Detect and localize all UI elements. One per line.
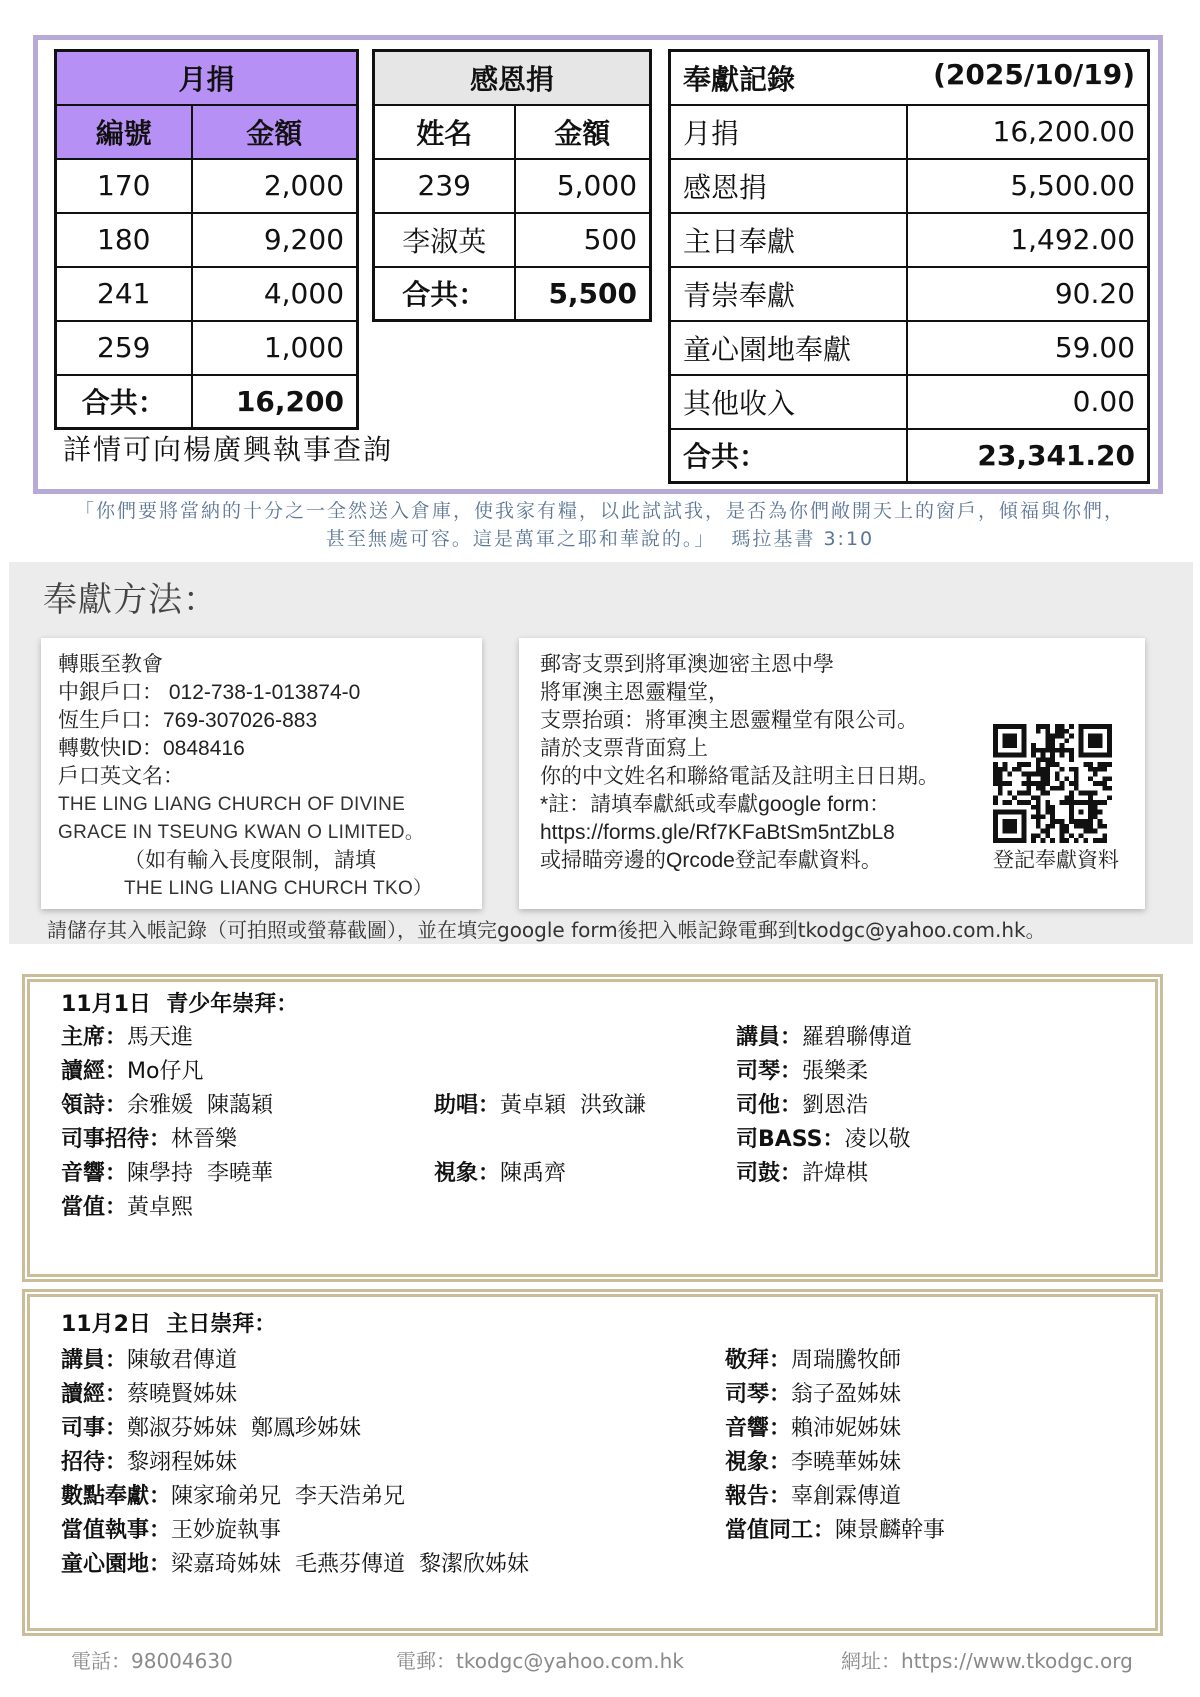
card-line: 戶口英文名： bbox=[58, 765, 184, 788]
boc-account: 中銀戶口： 012-738-1-013874-0 bbox=[58, 681, 361, 704]
offering-item: 主日奉獻 bbox=[670, 213, 907, 267]
table-row bbox=[670, 105, 1149, 159]
google-form-url: https://forms.gle/Rf7KFaBtSm5ntZbL8 bbox=[540, 821, 895, 844]
role-speaker: 講員：陳敏君傳道 bbox=[61, 1348, 238, 1373]
amount: 1,000 bbox=[192, 321, 358, 375]
role-usher: 司事招待：林晉樂 bbox=[61, 1127, 238, 1152]
table-row bbox=[670, 321, 1149, 375]
donor-name: 李淑英 bbox=[374, 213, 515, 267]
fps-id: 轉數快ID：0848416 bbox=[58, 737, 245, 760]
total-row bbox=[56, 375, 358, 429]
role-scripture-reader: 讀經：Mo仔凡 bbox=[61, 1059, 204, 1084]
total-amount: 5,500 bbox=[515, 267, 651, 321]
verse-line: 「你們要將當納的十分之一全然送入倉庫，使我家有糧，以此試試我，是否為你們敞開天上的窗戶，傾福與你們， bbox=[74, 500, 1125, 522]
thanksgiving-offering-table bbox=[372, 49, 652, 322]
role-piano: 司琴：翁子盈姊妹 bbox=[725, 1382, 902, 1407]
service-title: 11月2日 主日崇拜： bbox=[61, 1312, 277, 1337]
card-line: 將軍澳主恩靈糧堂， bbox=[540, 681, 729, 704]
donor-number: 259 bbox=[56, 321, 192, 375]
total-label: 合共： bbox=[374, 267, 515, 321]
footer-phone: 電話：98004630 bbox=[71, 1649, 233, 1673]
qr-caption: 登記奉獻資料 bbox=[993, 848, 1119, 872]
amount: 0.00 bbox=[907, 375, 1149, 429]
total-amount: 16,200 bbox=[192, 375, 358, 429]
column-header-amount: 金額 bbox=[192, 105, 358, 159]
amount: 90.20 bbox=[907, 267, 1149, 321]
amount: 4,000 bbox=[192, 267, 358, 321]
service-title: 11月1日 青少年崇拜： bbox=[61, 992, 299, 1017]
role-drums: 司鼓：許煒棋 bbox=[736, 1161, 869, 1186]
role-visual: 視象：陳禹齊 bbox=[434, 1161, 567, 1186]
amount: 5,000 bbox=[515, 159, 651, 213]
role-sound: 音響：陳學持 李曉華 bbox=[61, 1161, 274, 1186]
card-line: *註：請填奉獻紙或奉獻google form： bbox=[540, 793, 891, 816]
role-bass: 司BASS：凌以敬 bbox=[736, 1127, 911, 1152]
offering-item: 感恩捐 bbox=[670, 159, 907, 213]
amount: 500 bbox=[515, 213, 651, 267]
donor-number: 241 bbox=[56, 267, 192, 321]
amount: 2,000 bbox=[192, 159, 358, 213]
record-date: (2025/10/19) bbox=[933, 57, 1136, 91]
amount: 59.00 bbox=[907, 321, 1149, 375]
record-title: 奉獻記錄 bbox=[683, 62, 796, 96]
roster-right-column bbox=[725, 1344, 945, 1548]
amount: 16,200.00 bbox=[907, 105, 1149, 159]
role-staff-on-duty: 當值同工：陳景麟幹事 bbox=[725, 1518, 946, 1543]
amount: 5,500.00 bbox=[907, 159, 1149, 213]
offering-item: 其他收入 bbox=[670, 375, 907, 429]
table-header-row bbox=[56, 105, 358, 159]
role-deacon-on-duty: 當值執事：王妙旋執事 bbox=[61, 1518, 282, 1543]
role-speaker: 講員：羅碧聯傳道 bbox=[736, 1025, 913, 1050]
table-row bbox=[56, 159, 358, 213]
offering-item: 童心園地奉獻 bbox=[670, 321, 907, 375]
role-worship: 敬拜：周瑞騰牧師 bbox=[725, 1348, 902, 1373]
total-row bbox=[670, 429, 1149, 483]
offering-record-table bbox=[668, 49, 1150, 484]
role-worship-leader: 領詩：余雅媛 陳藹穎 bbox=[61, 1093, 274, 1118]
roster-grid bbox=[61, 1021, 1136, 1225]
card-line: 你的中文姓名和聯絡電話及註明主日日期。 bbox=[540, 765, 939, 788]
amount: 9,200 bbox=[192, 213, 358, 267]
table-title-row bbox=[56, 51, 358, 105]
role-scripture-reader: 讀經：蔡曉賢姊妹 bbox=[61, 1382, 238, 1407]
card-line: 或掃瞄旁邊的Qrcode登記奉獻資料。 bbox=[540, 849, 882, 872]
table-row bbox=[56, 213, 358, 267]
role-on-duty: 當值：黃卓熙 bbox=[61, 1195, 194, 1220]
donor-number: 170 bbox=[56, 159, 192, 213]
role-piano: 司琴：張樂柔 bbox=[736, 1059, 869, 1084]
role-backing-vocal: 助唱：黃卓穎 洪致謙 bbox=[434, 1093, 647, 1118]
role-visual: 視象：李曉華姊妹 bbox=[725, 1450, 902, 1475]
total-label: 合共： bbox=[56, 375, 192, 429]
column-header-amount: 金額 bbox=[515, 105, 651, 159]
offering-item: 青崇奉獻 bbox=[670, 267, 907, 321]
role-welcome: 招待：黎翊程姊妹 bbox=[61, 1450, 238, 1475]
donor-name: 239 bbox=[374, 159, 515, 213]
table-row bbox=[670, 159, 1149, 213]
monthly-title: 月捐 bbox=[56, 51, 358, 105]
monthly-offering-table bbox=[54, 49, 359, 430]
donor-number: 180 bbox=[56, 213, 192, 267]
total-row bbox=[374, 267, 651, 321]
table-row bbox=[374, 213, 651, 267]
record-keeping-note: 請儲存其入帳記錄（可拍照或螢幕截圖），並在填完google form後把入帳記錄電郵到tkodgc@yahoo.com.hk。 bbox=[47, 918, 1046, 942]
total-amount: 23,341.20 bbox=[907, 429, 1149, 483]
offering-methods-section bbox=[9, 562, 1193, 944]
table-row bbox=[670, 375, 1149, 429]
cheque-payee: 支票抬頭：將軍澳主恩靈糧堂有限公司。 bbox=[540, 709, 918, 732]
role-offering-count: 數點奉獻：陳家瑜弟兄 李天浩弟兄 bbox=[61, 1484, 406, 1509]
table-title-row bbox=[670, 51, 1149, 105]
verse-line: 甚至無處可容。這是萬軍之耶和華說的。」 瑪拉基書 3:10 bbox=[325, 528, 875, 550]
bank-transfer-card bbox=[41, 638, 482, 909]
qr-code bbox=[993, 724, 1112, 843]
youth-service-box bbox=[22, 974, 1163, 1282]
record-title-cell bbox=[670, 51, 1149, 105]
amount: 1,492.00 bbox=[907, 213, 1149, 267]
card-line: 郵寄支票到將軍澳迦密主恩中學 bbox=[540, 653, 834, 676]
role-chair: 主席：馬天進 bbox=[61, 1025, 194, 1050]
table-title-row bbox=[374, 51, 651, 105]
sunday-service-box bbox=[22, 1289, 1163, 1636]
hang-seng-account: 恆生戶口：769-307026-883 bbox=[58, 709, 318, 732]
table-row bbox=[670, 267, 1149, 321]
section-title: 奉獻方法： bbox=[43, 580, 218, 620]
roster-left-column bbox=[61, 1344, 529, 1582]
role-steward: 司事：鄭淑芬姊妹 鄭鳳珍姊妹 bbox=[61, 1416, 362, 1441]
thanksgiving-title: 感恩捐 bbox=[374, 51, 651, 105]
table-row bbox=[56, 321, 358, 375]
role-guitar: 司他：劉恩浩 bbox=[736, 1093, 869, 1118]
role-sound: 音響：賴沛妮姊妹 bbox=[725, 1416, 902, 1441]
footer-website: 網址：https://www.tkodgc.org bbox=[841, 1649, 1133, 1673]
column-header-number: 編號 bbox=[56, 105, 192, 159]
table-row bbox=[670, 213, 1149, 267]
role-announcements: 報告：辜創霖傳道 bbox=[725, 1484, 902, 1509]
card-line: 請於支票背面寫上 bbox=[540, 737, 708, 760]
bible-verse bbox=[0, 497, 1200, 553]
cheque-card bbox=[519, 638, 1145, 909]
card-line: 轉賬至教會 bbox=[58, 653, 163, 676]
enquiry-note: 詳情可向楊廣興執事查詢 bbox=[63, 433, 394, 466]
total-label: 合共： bbox=[670, 429, 907, 483]
table-header-row bbox=[374, 105, 651, 159]
card-line: （如有輸入長度限制，請填 bbox=[124, 849, 376, 872]
table-row bbox=[56, 267, 358, 321]
account-name-line: GRACE IN TSEUNG KWAN O LIMITED。 bbox=[58, 822, 425, 843]
column-header-name: 姓名 bbox=[374, 105, 515, 159]
table-row bbox=[374, 159, 651, 213]
offering-item: 月捐 bbox=[670, 105, 907, 159]
footer-email: 電郵：tkodgc@yahoo.com.hk bbox=[396, 1649, 684, 1673]
account-name-line: THE LING LIANG CHURCH OF DIVINE bbox=[58, 794, 406, 815]
role-kids-corner: 童心園地：梁嘉琦姊妹 毛燕芬傳道 黎潔欣姊妹 bbox=[61, 1552, 529, 1577]
account-name-short: THE LING LIANG CHURCH TKO） bbox=[124, 878, 433, 899]
